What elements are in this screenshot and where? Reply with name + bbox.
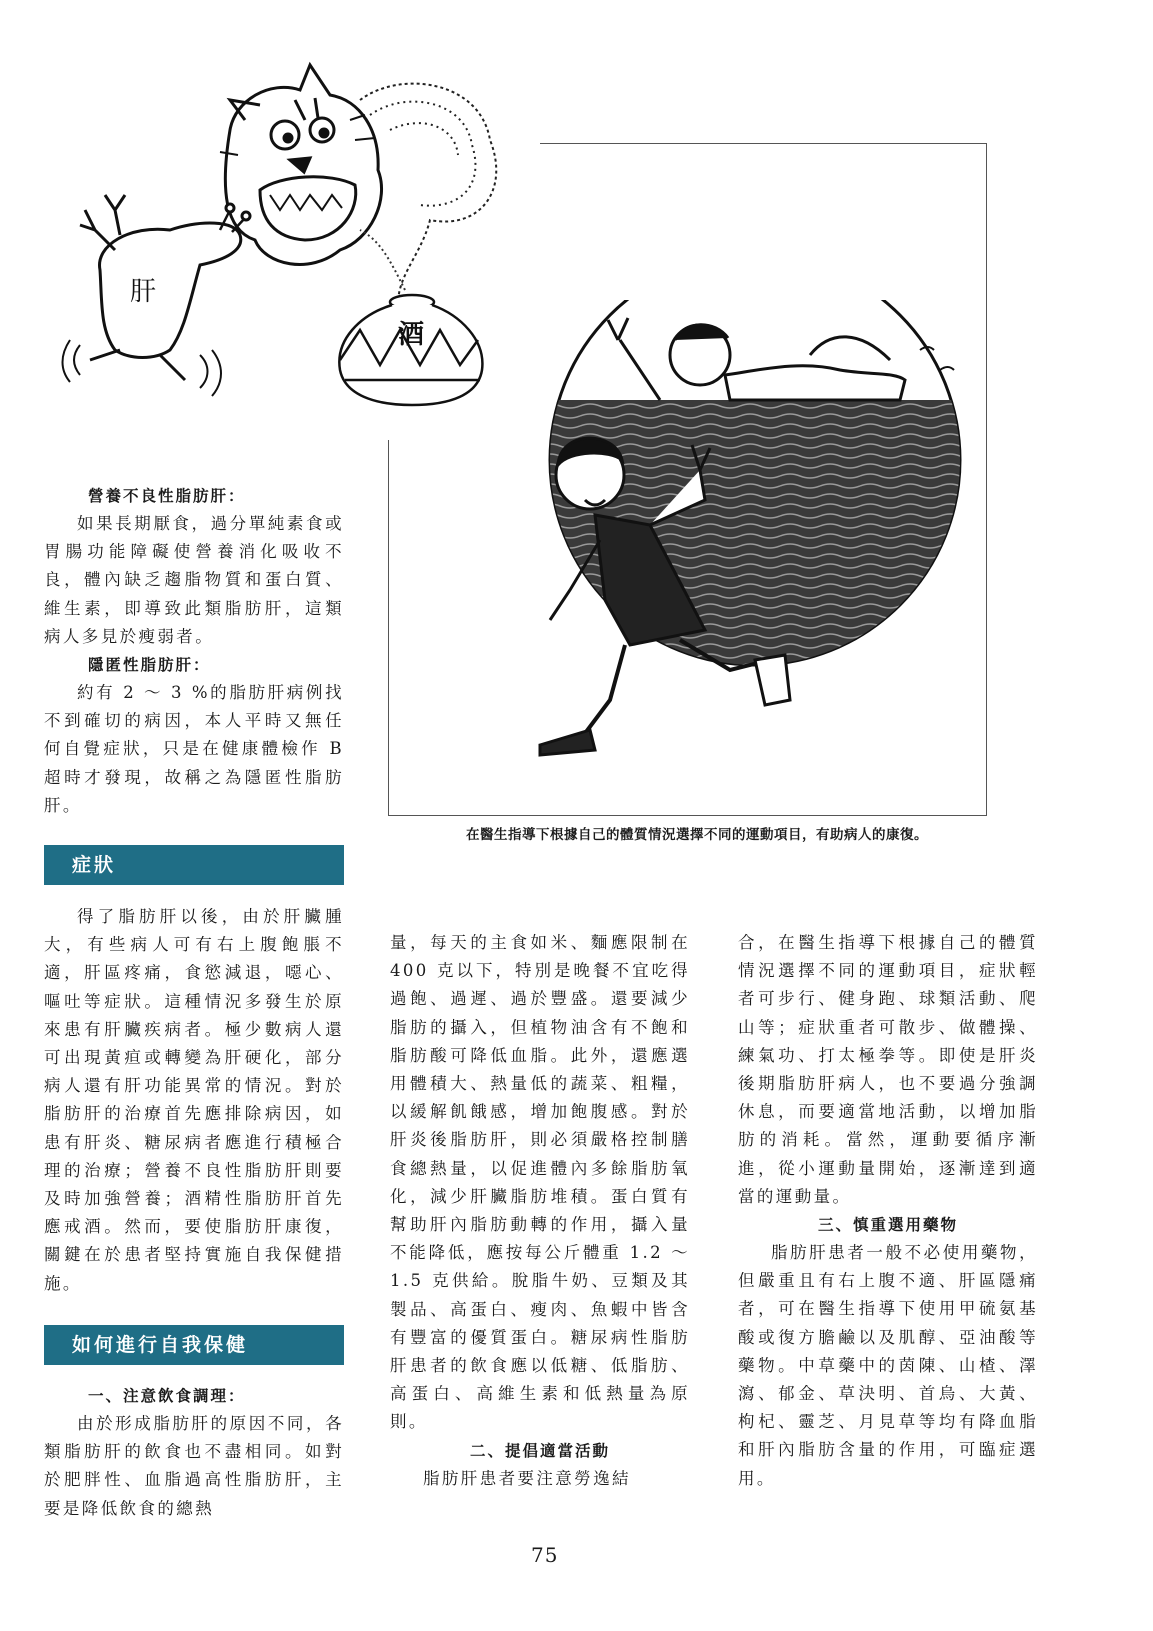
malnutrition-heading: 營養不良性脂肪肝： [88, 487, 246, 505]
medicine-heading: 三、慎重選用藥物 [817, 1216, 958, 1235]
symptoms-section-bar: 症狀 [44, 845, 344, 885]
liver-label: 肝 [130, 277, 157, 307]
exercise-heading: 二、提倡適當活動 [469, 1441, 610, 1460]
page-number: 75 [531, 1543, 559, 1567]
self-care-section-bar: 如何進行自我保健 [44, 1325, 344, 1365]
figure-frame-left [388, 440, 389, 816]
diet-heading: 一、注意飲食調理： [88, 1387, 246, 1405]
hidden-text: 約有 2 ～ 3 %的脂肪肝病例找不到確切的病因，本人平時又無任何自覺症狀，只是在健康體檢作 B 超時才發現，故稱之為隱匿性脂肪肝。 [44, 683, 344, 815]
malnutrition-text: 如果長期厭食，過分單純素食或胃腸功能障礙使營養消化吸收不良，體內缺乏趨脂物質和蛋白質、維生素，即導致此類脂肪肝，這類病人多見於瘦弱者。 [44, 514, 344, 646]
symptoms-column [44, 903, 344, 1298]
wine-jar-label: 酒 [398, 320, 425, 350]
medicine-text: 脂肪肝患者一般不必使用藥物，但嚴重且有右上腹不適、肝區隱痛者，可在醫生指導下使用甲硫氨基酸或復方膽鹼以及肌醇、亞油酸等藥物。中草藥中的茵陳、山楂、澤瀉、郁金、草決明、首烏、大黃、枸杞、靈芝、月見草等均有降血脂和肝內脂肪含量的作用，可臨症選用。 [738, 1243, 1038, 1488]
symptoms-text: 得了脂肪肝以後，由於肝臟腫大，有些病人可有右上腹飽脹不適，肝區疼痛，食慾減退，噁心、嘔吐等症狀。這種情況多發生於原來患有肝臟疾病者。極少數病人還可出現黃疸或轉變為肝硬化，部分病人還有肝功能異常的情況。對於脂肪肝的治療首先應排除病因，如患有肝炎、糖尿病者應進行積極合理的治療；營養不良性脂肪肝則要及時加強營養；酒精性脂肪肝首先應戒酒。然而，要使脂肪肝康復，關鍵在於患者堅持實施自我保健措施。 [44, 907, 344, 1293]
intro-column [44, 482, 344, 820]
diet-text-part2: 量，每天的主食如米、麵應限制在 400 克以下，特別是晚餐不宜吃得過飽、過遲、過於豐盛。還要減少脂肪的攝入，但植物油含有不飽和脂肪酸可降低血脂。此外，還應選用體積大、熱量低的蔬菜、粗糧，以緩解飢餓感，增加飽腹感。對於肝炎後脂肪肝，則必須嚴格控制膳食總熱量，以促進體內多餘脂肪氧化，減少肝臟脂肪堆積。蛋白質有幫助肝內脂肪動轉的作用，攝入量不能降低，應按每公斤體重 1.2 ～ 1.5 克供給。脫脂牛奶、豆類及其製品、高蛋白、瘦肉、魚蝦中皆含有豐富的優質蛋白。糖尿病性脂肪肝患者的飲食應以低糖、低脂肪、高蛋白、高維生素和低熱量為原則。 [390, 933, 690, 1432]
hidden-heading: 隱匿性脂肪肝： [88, 656, 211, 675]
exercise-text-part1: 脂肪肝患者要注意勞逸結 [423, 1468, 631, 1488]
middle-column [390, 929, 690, 1493]
right-column [738, 929, 1038, 1493]
exercise-drawing [500, 300, 980, 800]
exercise-text-part2: 合，在醫生指導下根據自己的體質情況選擇不同的運動項目，症狀輕者可步行、健身跑、球類活動、爬山等；症狀重者可散步、做體操、練氣功、打太極拳等。即使是肝炎後期脂肪肝病人，也不要過分強調休息，而要適當地活動，以增加脂肪的消耗。當然，運動要循序漸進，從小運動量開始，逐漸達到適當的運動量。 [738, 933, 1038, 1206]
figure-caption: 在醫生指導下根據自己的體質情況選擇不同的運動項目，有助病人的康復。 [466, 827, 928, 843]
exercise-illustration [500, 300, 980, 800]
diet-text-part1: 由於形成脂肪肝的原因不同，各類脂肪肝的飲食也不盡相同。如對於肥胖性、血脂過高性脂肪肝，主要是降低飲食的總熱 [44, 1414, 344, 1518]
figure-frame-top [540, 143, 987, 144]
diet-column-left [44, 1382, 344, 1523]
